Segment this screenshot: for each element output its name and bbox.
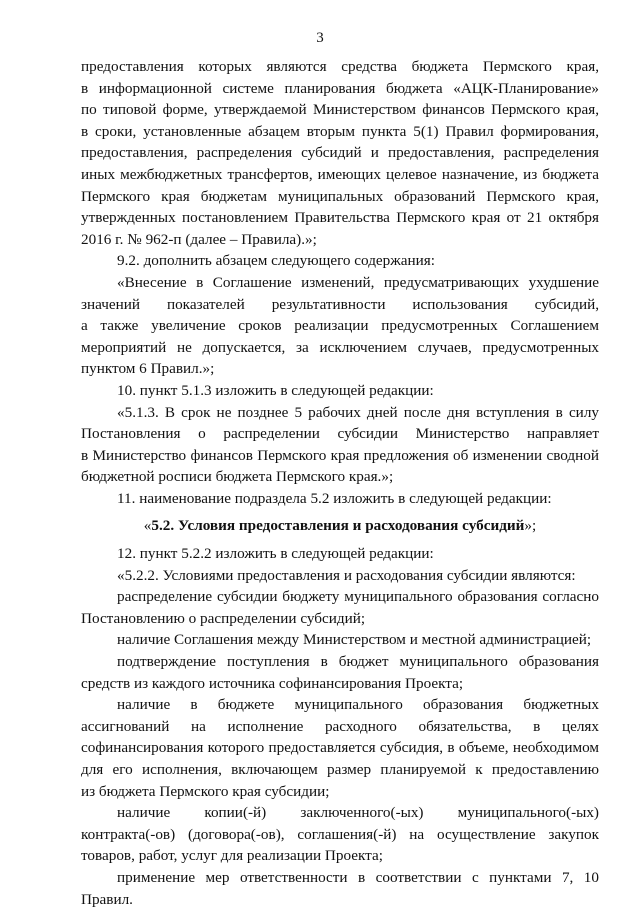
text-line: Постановления о распределении субсидии Министерство направляет: [81, 425, 599, 443]
page-number: 3: [316, 30, 324, 46]
text-line: наличие в бюджете муниципального образования бюджетных: [117, 696, 599, 714]
text-line: 11. наименование подраздела 5.2 изложить в следующей редакции:: [117, 489, 552, 507]
text-line: а также увеличение сроков реализации предусмотренных Соглашением: [81, 317, 599, 335]
text-line: для его исполнения, включающем размер планируемой к предоставлению: [81, 761, 599, 778]
text-line: в Министерство финансов Пермского края предложения об изменении сводной: [81, 446, 599, 464]
text-line: утвержденных постановлением Правительства Пермского края от 21 октября: [81, 209, 599, 227]
text-line: иных межбюджетных трансфертов, имеющих целевое назначение, из бюджета: [81, 165, 599, 183]
text-line: применение мер ответственности в соответствии с пунктами 7, 10: [117, 868, 599, 886]
text-line: наличие Соглашения между Министерством и местной администрацией;: [117, 631, 592, 649]
text-line: средств из каждого источника софинансирования Проекта;: [81, 674, 464, 692]
text-line: ассигнований на исполнение расходного обязательства, в целях: [81, 717, 599, 735]
text-line: «5.1.3. В срок не позднее 5 рабочих дней после дня вступления в силу: [117, 403, 599, 421]
text-line: по типовой форме, утверждаемой Министерством финансов Пермского края,: [81, 101, 599, 119]
text-line: в информационной системе планирования бюджета «АЦК-Планирование»: [81, 79, 599, 97]
text-line: из бюджета Пермского края субсидии;: [81, 782, 330, 800]
text-line: 2016 г. № 962-п (далее – Правила).»;: [81, 230, 317, 248]
text-line: мероприятий не допускается, за исключением случаев, предусмотренных: [81, 338, 599, 356]
heading-title: 5.2. Условия предоставления и расходования субсидий: [151, 517, 525, 535]
text-line: распределение субсидии бюджету муниципального образования согласно: [117, 588, 599, 606]
text-line: софинансирования которого предоставляется субсидия, в объеме, необходимом: [81, 739, 599, 757]
subsection-heading: [81, 515, 599, 537]
text-line: предоставления, распределения субсидий и предоставления, распределения: [81, 144, 599, 162]
text-line: Правил.: [81, 890, 133, 908]
text-line: «Внесение в Соглашение изменений, предусматривающих ухудшение: [117, 273, 599, 291]
text-block-conditions: [81, 543, 599, 910]
text-line: подтверждение поступления в бюджет муниципального образования: [117, 653, 599, 671]
text-line: значений показателей результативности использования субсидий,: [81, 295, 599, 313]
text-line: товаров, работ, услуг для реализации Проекта;: [81, 847, 383, 865]
text-line: 12. пункт 5.2.2 изложить в следующей редакции:: [117, 545, 434, 563]
text-line: Пермского края бюджетам муниципальных образований Пермского края,: [81, 187, 599, 205]
text-line: пунктом 6 Правил.»;: [81, 360, 215, 378]
text-line: наличие копии(-й) заключенного(-ых) муниципального(-ых): [117, 804, 599, 822]
text-line: контракта(-ов) (договора(-ов), соглашения(-й) на осуществление закупок: [81, 825, 599, 843]
heading-open-quote: «: [143, 517, 152, 535]
heading-close: »;: [524, 517, 537, 535]
text-line: 10. пункт 5.1.3 изложить в следующей редакции:: [117, 381, 434, 399]
text-line: «5.2.2. Условиями предоставления и расходования субсидии являются:: [117, 566, 576, 584]
document-body: [81, 56, 599, 910]
text-line: предоставления которых являются средства бюджета Пермского края,: [81, 58, 599, 75]
text-line: Постановлению о распределении субсидий;: [81, 609, 366, 627]
text-block-amendments: [81, 56, 599, 509]
text-line: бюджетной росписи бюджета Пермского края.»;: [81, 468, 394, 486]
text-line: 9.2. дополнить абзацем следующего содержания:: [117, 252, 435, 270]
text-line: в сроки, установленные абзацем вторым пункта 5(1) Правил формирования,: [81, 122, 599, 140]
